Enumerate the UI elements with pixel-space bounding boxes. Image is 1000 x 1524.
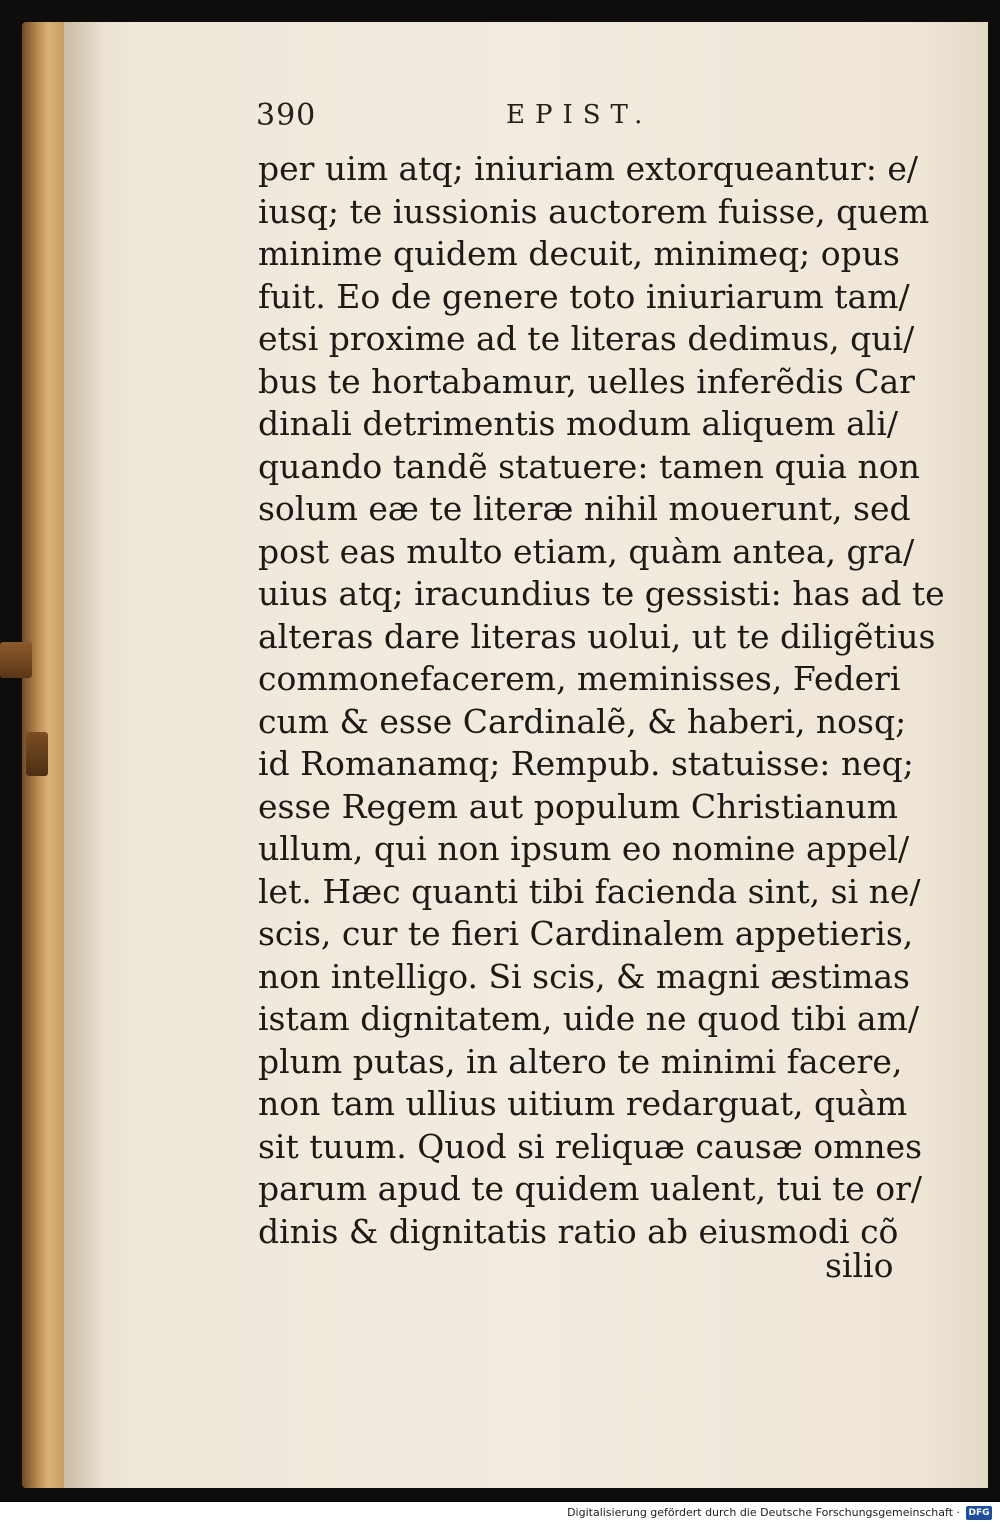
text-line: post eas multo etiam, quàm antea, gra/: [258, 531, 915, 571]
text-line: esse Regem aut populum Christianum: [258, 786, 898, 826]
clasp-lower: [26, 732, 48, 776]
text-line: quando tandẽ statuere: tamen quia non: [258, 446, 920, 486]
page-header: [256, 96, 706, 142]
clasp-upper: [0, 642, 32, 678]
text-line: plum putas, in altero te minimi facere,: [258, 1041, 903, 1081]
text-line: let. Hæc quanti tibi facienda sint, si ne/: [258, 871, 921, 911]
dfg-logo: DFG: [966, 1506, 992, 1520]
text-line: solum eæ te literæ nihil mouerunt, sed: [258, 489, 911, 528]
text-line: fuit. Eo de genere toto iniuriarum tam/: [258, 276, 910, 316]
footer-bar: [0, 1502, 1000, 1524]
digitization-credit: Digitalisierung gefördert durch die Deutsche Forschungsgemeinschaft ·: [567, 1506, 960, 1519]
text-line: non intelligo. Si scis, & magni æstimas: [258, 956, 910, 996]
text-line: non tam ullius uitium redarguat, quàm: [258, 1084, 908, 1123]
text-line: commonefacerem, meminisses, Federi: [258, 659, 901, 698]
text-line: istam dignitatem, uide ne quod tibi am/: [258, 999, 919, 1038]
text-line: dinali detrimentis modum aliquem ali/: [258, 404, 898, 443]
catchword: silio: [825, 1246, 894, 1285]
text-line: uius atq; iracundius te gessisti: has ad te: [258, 574, 945, 613]
text-line: alteras dare literas uolui, ut te diligẽtius: [258, 616, 936, 656]
text-line: bus te hortabamur, uelles inferẽdis Car: [258, 361, 915, 401]
text-line: minime quidem decuit, minimeq; opus: [258, 234, 900, 273]
text-line: per uim atq; iniuriam extorqueantur: e/: [258, 149, 918, 188]
text-line: scis, cur te fieri Cardinalem appetieris,: [258, 914, 914, 953]
text-line: ullum, qui non ipsum eo nomine appel/: [258, 829, 910, 868]
text-line: sit tuum. Quod si reliquæ causæ omnes: [258, 1126, 923, 1166]
body-text: [258, 148, 945, 1253]
text-line: cum & esse Cardinalẽ, & haberi, nosq;: [258, 701, 907, 741]
text-line: parum apud te quidem ualent, tui te or/: [258, 1169, 923, 1208]
page-number: 390: [256, 98, 317, 133]
gutter-shadow: [64, 22, 104, 1488]
text-line: etsi proxime ad te literas dedimus, qui/: [258, 319, 915, 358]
text-line: dinis & dignitatis ratio ab eiusmodi cõ: [258, 1211, 899, 1251]
running-head: EPIST.: [506, 100, 653, 130]
text-line: id Romanamq; Rempub. statuisse: neq;: [258, 744, 914, 783]
text-line: iusq; te iussionis auctorem fuisse, quem: [258, 191, 930, 231]
